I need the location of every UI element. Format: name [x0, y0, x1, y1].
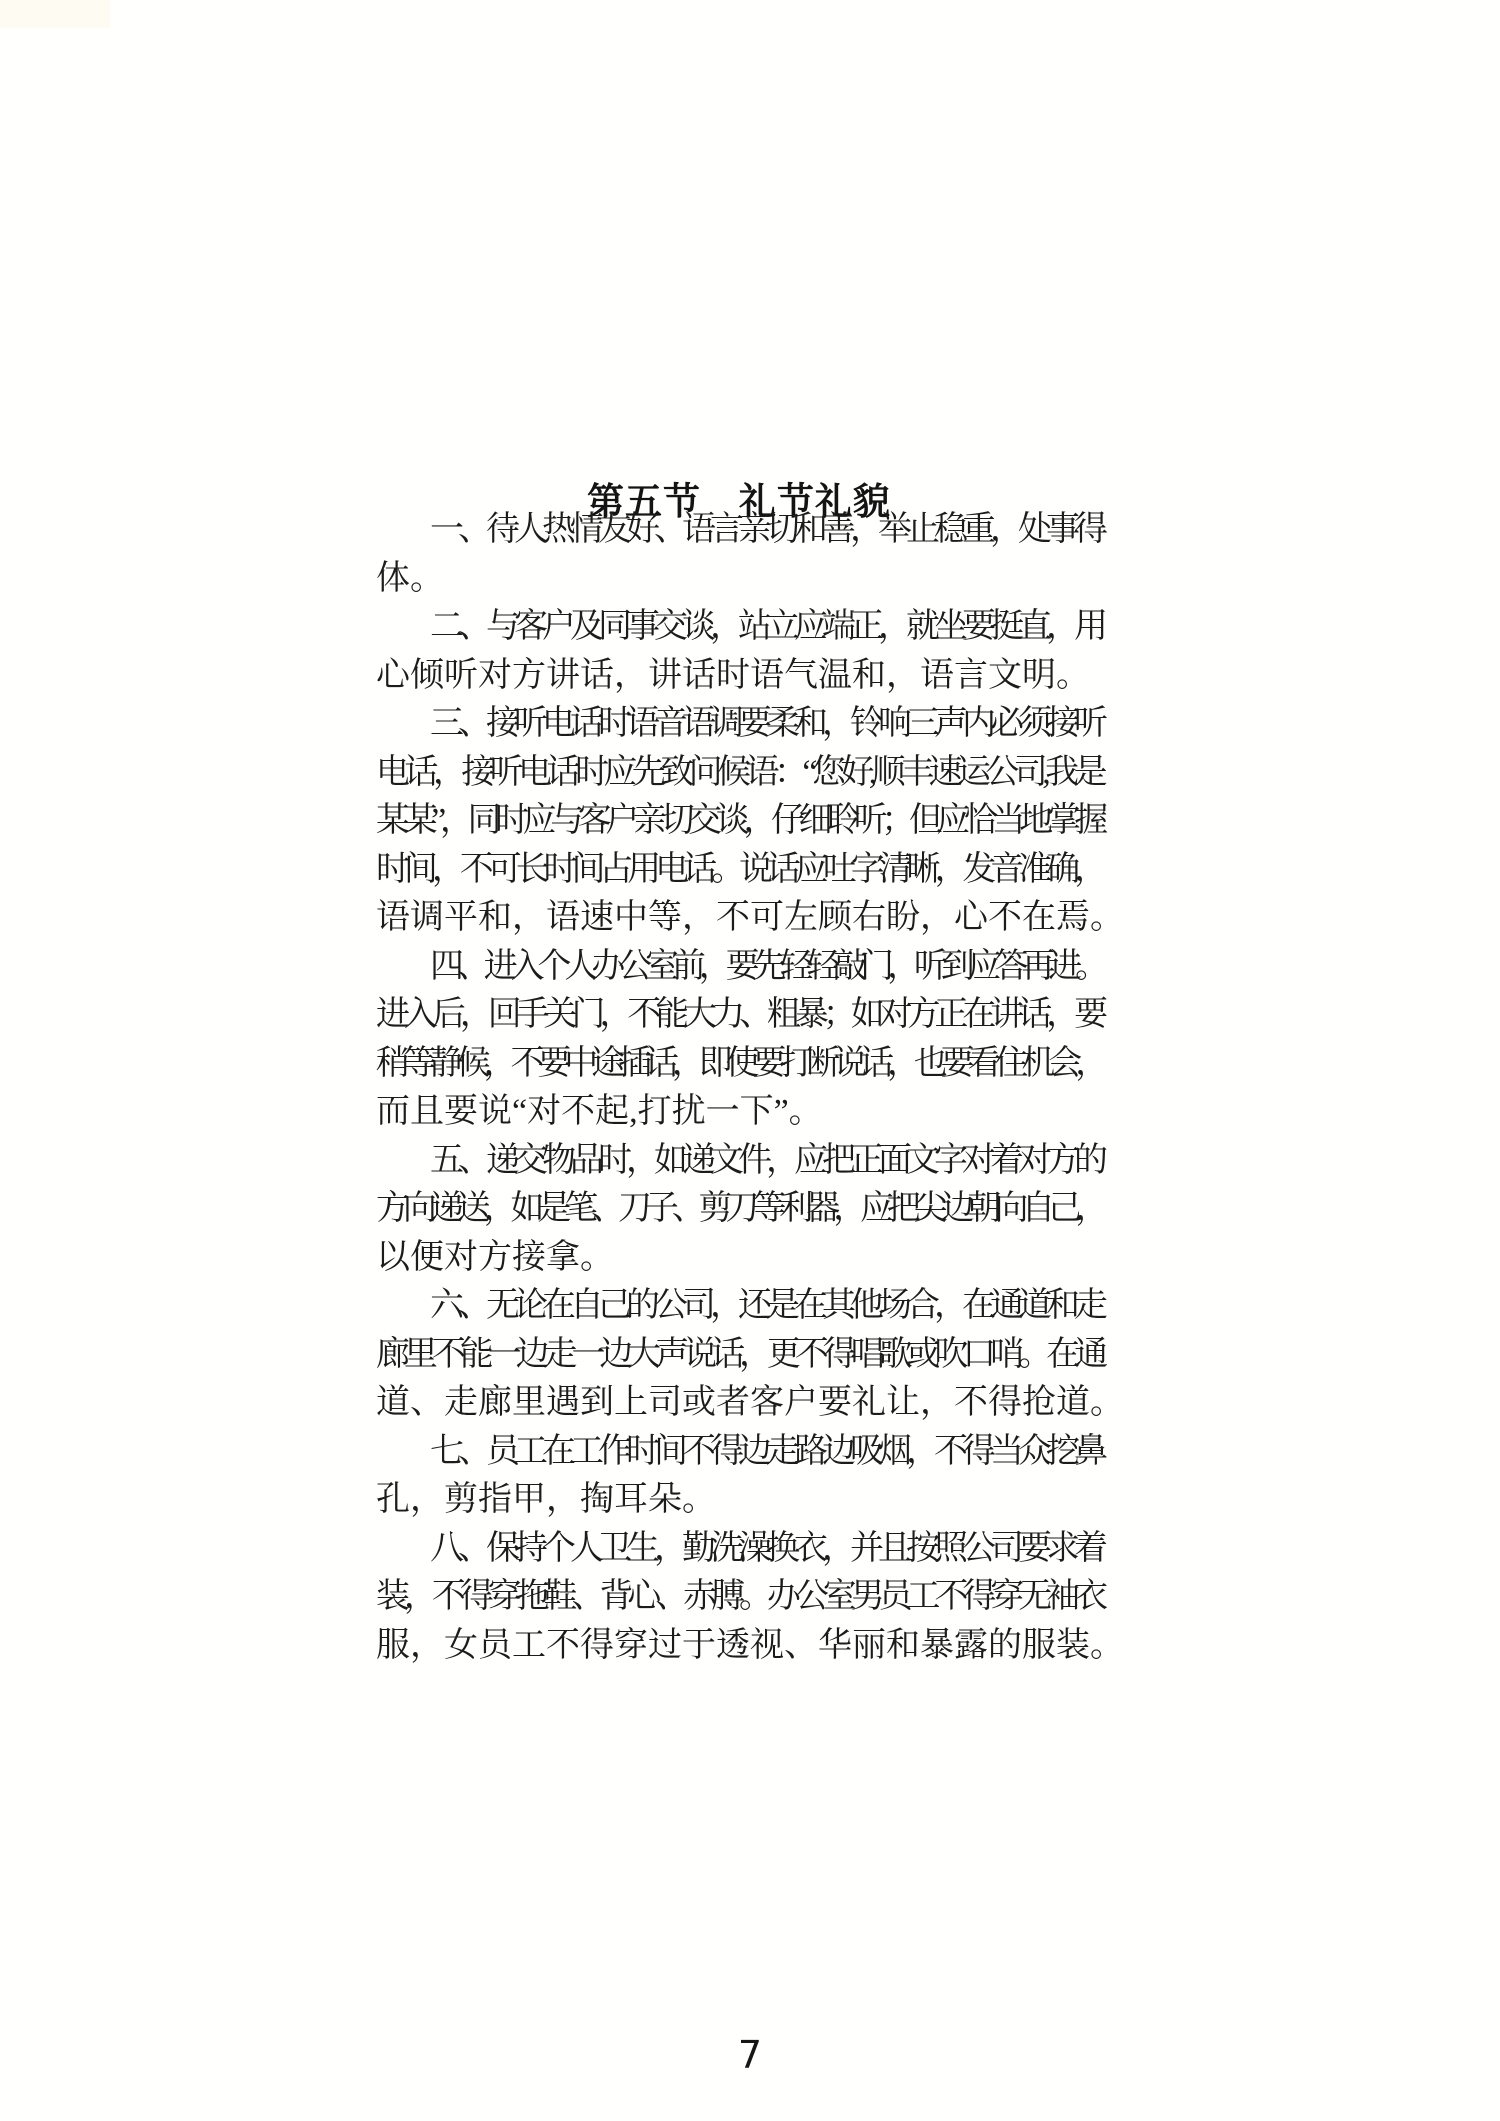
text-line: 某某”，同时应与客户亲切交谈，仔细聆听；但应恰当地掌握: [376, 802, 1102, 839]
paragraph: [376, 700, 1124, 943]
text-line: 五、递交物品时，如递文件，应把正面文字对着对方的: [430, 1141, 1102, 1179]
paragraph: [376, 1137, 1102, 1283]
text-line: 体。: [376, 559, 444, 597]
text-line: 七、员工在工作时间不得边走路边吸烟，不得当众挖鼻: [430, 1432, 1102, 1470]
text-line: 电话，接听电话时应先致问候语：“您好,顺丰速运公司,我是: [376, 753, 1102, 791]
page-number: 7: [737, 2033, 763, 2077]
text-line: 心倾听对方讲话，讲话时语气温和，语言文明。: [376, 656, 1090, 694]
text-line: 三、接听电话时语音语调要柔和，铃响三声内必须接听: [430, 705, 1102, 742]
text-line: 服，女员工不得穿过于透视、华丽和暴露的服装。: [376, 1626, 1124, 1664]
scan-artifact: [0, 0, 110, 28]
text-line: 装，不得穿拖鞋、背心、赤膊。办公室男员工不得穿无袖衣: [376, 1578, 1102, 1615]
paragraph: [376, 943, 1102, 1137]
paragraph: [376, 1282, 1124, 1428]
text-line: 八、保持个人卫生，勤洗澡换衣，并且按照公司要求着: [430, 1529, 1102, 1567]
text-line: 时间，不可长时间占用电话。说话应吐字清晰，发音准确，: [376, 850, 1102, 888]
text-line: 以便对方接拿。: [376, 1238, 614, 1276]
paragraph: [376, 1428, 1102, 1525]
paragraph: [376, 506, 1102, 603]
section-title: 第五节 礼节礼貌: [587, 481, 891, 523]
text-line: 稍等静候，不要中途插话，即使要打断说话，也要看住机会，: [376, 1044, 1102, 1082]
text-line: 廊里不能一边走一边大声说话，更不得唱歌或吹口哨。在通: [376, 1335, 1102, 1373]
document-body: [376, 506, 1124, 1670]
text-line: 二、与客户及同事交谈，站立应端正，就坐要挺直，用: [430, 608, 1102, 645]
text-line: 道、走廊里遇到上司或者客户要礼让，不得抢道。: [376, 1384, 1124, 1421]
text-line: 语调平和，语速中等，不可左顾右盼，心不在焉。: [376, 899, 1124, 936]
text-line: 进入后，回手关门，不能大力、粗暴；如对方正在讲话，要: [376, 996, 1102, 1033]
text-line: 一、待人热情友好、语言亲切和善，举止稳重，处事得: [430, 511, 1102, 548]
text-line: 四、进入个人办公室前，要先轻轻敲门，听到应答再进。: [430, 947, 1102, 985]
text-line: 而且要说“对不起,打扰一下”。: [376, 1093, 823, 1130]
text-line: 孔，剪指甲，掏耳朵。: [376, 1481, 716, 1518]
paragraph: [376, 603, 1102, 700]
text-line: 六、无论在自己的公司，还是在其他场合，在通道和走: [430, 1287, 1102, 1324]
text-line: 方向递送，如是笔、刀子、剪刀等利器，应把尖边朝向自己，: [376, 1190, 1102, 1227]
paragraph: [376, 1525, 1124, 1671]
